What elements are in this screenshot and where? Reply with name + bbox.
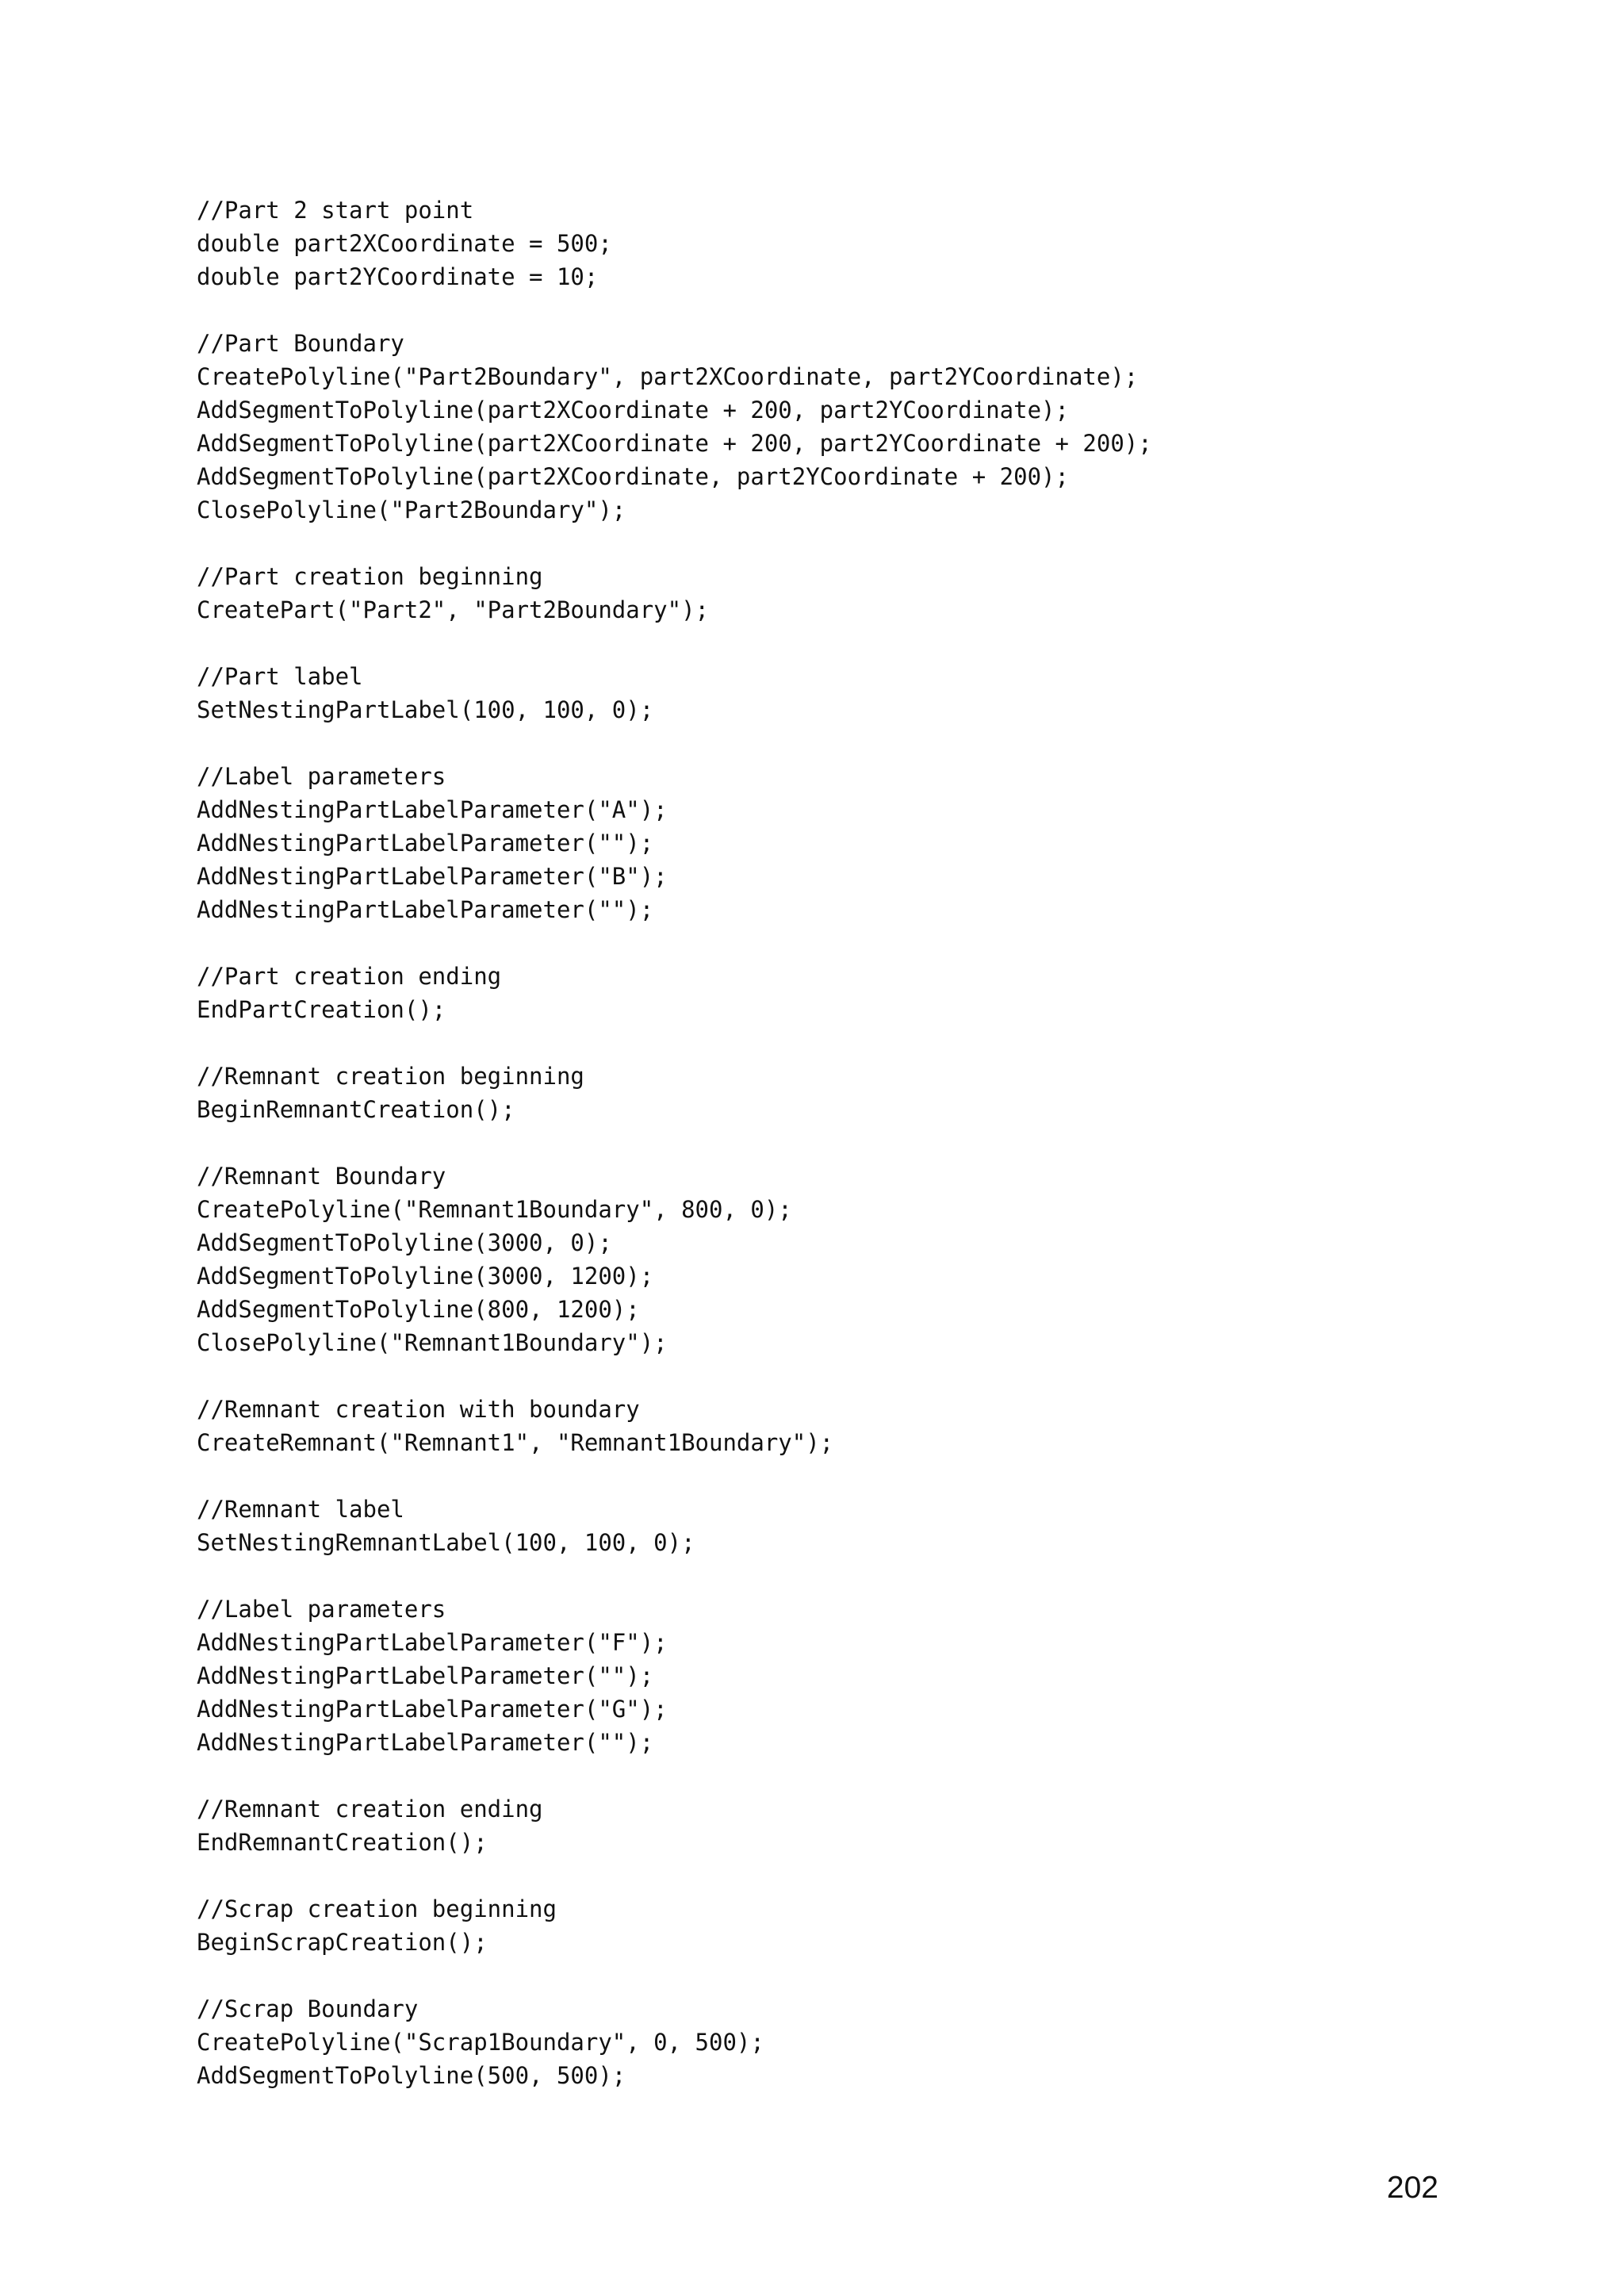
code-comment-line: //Part Boundary <box>197 330 404 357</box>
code-comment-line: //Remnant Boundary <box>197 1163 446 1190</box>
blank-line <box>197 726 1545 760</box>
code-line: SetNestingPartLabel(100, 100, 0); <box>197 696 654 723</box>
code-comment-line: //Scrap creation beginning <box>197 1895 557 1922</box>
blank-line <box>197 1759 1545 1792</box>
code-line: EndPartCreation(); <box>197 996 446 1023</box>
code-comment-line: //Label parameters <box>197 763 446 790</box>
blank-line <box>197 1859 1545 1892</box>
code-line: BeginRemnantCreation(); <box>197 1096 515 1123</box>
code-line: CreatePolyline("Part2Boundary", part2XCoordinate, part2YCoordinate); <box>197 363 1139 390</box>
code-line: AddNestingPartLabelParameter(""); <box>197 1729 654 1756</box>
code-line: AddSegmentToPolyline(800, 1200); <box>197 1296 640 1323</box>
code-line: ClosePolyline("Remnant1Boundary"); <box>197 1329 668 1356</box>
code-line: AddNestingPartLabelParameter("G"); <box>197 1696 668 1723</box>
code-line: AddSegmentToPolyline(part2XCoordinate, part2YCoordinate + 200); <box>197 463 1069 490</box>
code-line: BeginScrapCreation(); <box>197 1929 488 1956</box>
blank-line <box>197 926 1545 960</box>
code-line: CreatePart("Part2", "Part2Boundary"); <box>197 596 710 623</box>
blank-line <box>197 1026 1545 1060</box>
code-line: AddNestingPartLabelParameter("B"); <box>197 863 668 890</box>
code-line: CreatePolyline("Scrap1Boundary", 0, 500); <box>197 2029 764 2056</box>
code-line: AddSegmentToPolyline(3000, 1200); <box>197 1263 654 1290</box>
code-comment-line: //Remnant creation beginning <box>197 1063 584 1090</box>
code-line: AddNestingPartLabelParameter(""); <box>197 896 654 923</box>
blank-line <box>197 1459 1545 1493</box>
blank-line <box>197 1559 1545 1593</box>
code-line: double part2XCoordinate = 500; <box>197 230 612 257</box>
code-comment-line: //Remnant creation ending <box>197 1796 543 1823</box>
code-line: AddNestingPartLabelParameter("A"); <box>197 796 668 823</box>
blank-line <box>197 1359 1545 1393</box>
code-line: SetNestingRemnantLabel(100, 100, 0); <box>197 1529 695 1556</box>
code-comment-line: //Remnant creation with boundary <box>197 1396 640 1423</box>
code-listing <box>197 194 1545 2092</box>
blank-line <box>197 527 1545 560</box>
blank-line <box>197 1126 1545 1159</box>
code-line: AddSegmentToPolyline(part2XCoordinate + 200, part2YCoordinate); <box>197 397 1069 424</box>
blank-line <box>197 293 1545 327</box>
blank-line <box>197 1959 1545 1992</box>
code-line: CreateRemnant("Remnant1", "Remnant1Boundary"); <box>197 1429 834 1456</box>
page-number: 202 <box>1386 2171 1438 2205</box>
code-line: EndRemnantCreation(); <box>197 1829 488 1856</box>
code-line: AddSegmentToPolyline(3000, 0); <box>197 1229 612 1256</box>
code-line: AddSegmentToPolyline(part2XCoordinate + 200, part2YCoordinate + 200); <box>197 430 1152 457</box>
code-comment-line: //Scrap Boundary <box>197 1995 419 2022</box>
code-comment-line: //Part creation ending <box>197 963 502 990</box>
code-comment-line: //Label parameters <box>197 1596 446 1623</box>
blank-line <box>197 627 1545 660</box>
code-line: AddSegmentToPolyline(500, 500); <box>197 2062 626 2089</box>
code-comment-line: //Part label <box>197 663 363 690</box>
code-line: AddNestingPartLabelParameter("F"); <box>197 1629 668 1656</box>
code-line: CreatePolyline("Remnant1Boundary", 800, 0); <box>197 1196 792 1223</box>
code-comment-line: //Remnant label <box>197 1496 404 1523</box>
code-line: AddNestingPartLabelParameter(""); <box>197 1662 654 1689</box>
code-line: double part2YCoordinate = 10; <box>197 263 599 290</box>
code-comment-line: //Part 2 start point <box>197 197 474 224</box>
code-line: ClosePolyline("Part2Boundary"); <box>197 496 626 523</box>
code-line: AddNestingPartLabelParameter(""); <box>197 830 654 857</box>
code-comment-line: //Part creation beginning <box>197 563 543 590</box>
